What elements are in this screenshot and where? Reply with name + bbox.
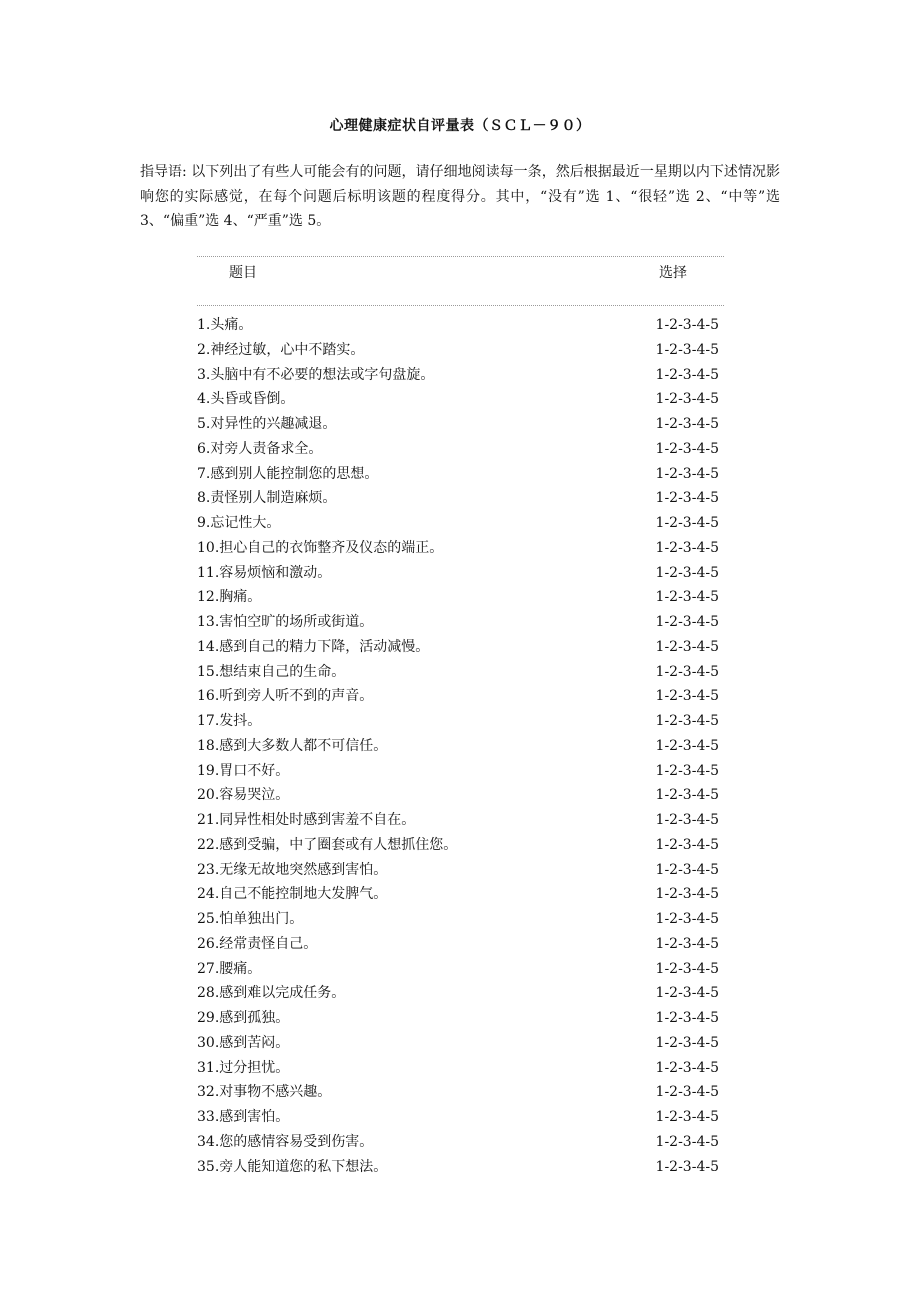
table-row xyxy=(197,387,723,412)
question-text: 35.旁人能知道您的私下想法。 xyxy=(197,1158,388,1175)
question-text: 19.胃口不好。 xyxy=(197,762,290,779)
question-text: 15.想结束自己的生命。 xyxy=(197,663,346,680)
question-text: 21.同异性相处时感到害羞不自在。 xyxy=(197,812,416,828)
question-text: 12.胸痛。 xyxy=(197,589,262,606)
document-title: 心理健康症状自评量表（ＳＣＬ－９０） xyxy=(329,118,591,134)
rating-scale: 1-2-3-4-5 xyxy=(655,762,719,779)
table-row xyxy=(197,338,723,363)
table-row xyxy=(197,1031,723,1056)
table-row xyxy=(197,833,723,858)
rating-scale: 1-2-3-4-5 xyxy=(655,886,719,903)
column-header-choice: 选择 xyxy=(659,265,687,281)
instructions-paragraph: 指导语: 以下列出了有些人可能会有的问题，请仔细地阅读每一条，然后根据最近一星期以内下述情况影响您的实际感觉，在每个问题后标明该题的程度得分。其中，“没有”选 1、“很轻”选 2、“中等”选 3、“偏重”选 4、“严重”选 5。 xyxy=(140,164,780,229)
rating-scale: 1-2-3-4-5 xyxy=(655,985,719,1002)
rating-scale: 1-2-3-4-5 xyxy=(655,1133,719,1150)
table-row xyxy=(197,660,723,685)
table-row xyxy=(197,635,723,660)
rating-scale: 1-2-3-4-5 xyxy=(655,589,719,606)
rating-scale: 1-2-3-4-5 xyxy=(655,787,719,804)
rating-scale: 1-2-3-4-5 xyxy=(655,1109,719,1125)
question-text: 27.腰痛。 xyxy=(197,960,262,977)
table-row xyxy=(197,363,723,388)
table-row xyxy=(197,462,723,487)
rating-scale: 1-2-3-4-5 xyxy=(655,490,719,507)
question-text: 24.自己不能控制地大发脾气。 xyxy=(197,886,388,903)
question-text: 31.过分担忧。 xyxy=(197,1059,290,1076)
rating-scale: 1-2-3-4-5 xyxy=(655,391,719,408)
rating-scale: 1-2-3-4-5 xyxy=(655,515,719,531)
rating-scale: 1-2-3-4-5 xyxy=(655,366,719,383)
table-row xyxy=(197,1130,723,1155)
question-text: 33.感到害怕。 xyxy=(197,1109,290,1125)
table-row xyxy=(197,1080,723,1105)
question-text: 16.听到旁人听不到的声音。 xyxy=(197,688,374,705)
table-row xyxy=(197,1056,723,1081)
question-text: 17.发抖。 xyxy=(197,713,262,729)
question-text: 7.感到别人能控制您的思想。 xyxy=(197,465,379,482)
question-text: 14.感到自己的精力下降，活动减慢。 xyxy=(197,638,430,655)
table-row xyxy=(197,561,723,586)
rating-scale: 1-2-3-4-5 xyxy=(655,713,719,729)
rating-scale: 1-2-3-4-5 xyxy=(655,539,719,556)
question-text: 18.感到大多数人都不可信任。 xyxy=(197,737,388,754)
table-row xyxy=(197,734,723,759)
table-row xyxy=(197,957,723,982)
rating-scale: 1-2-3-4-5 xyxy=(655,1010,719,1026)
table-row xyxy=(197,610,723,635)
question-text: 23.无缘无故地突然感到害怕。 xyxy=(197,861,388,878)
table-row xyxy=(197,783,723,808)
question-text: 26.经常责怪自己。 xyxy=(197,935,318,952)
table-row xyxy=(197,1155,723,1180)
table-row xyxy=(197,1006,723,1031)
rating-scale: 1-2-3-4-5 xyxy=(655,935,719,952)
table-row xyxy=(197,313,723,338)
question-text: 11.容易烦恼和激动。 xyxy=(197,564,332,581)
question-text: 32.对事物不感兴趣。 xyxy=(197,1084,332,1101)
question-text: 25.怕单独出门。 xyxy=(197,911,304,927)
rating-scale: 1-2-3-4-5 xyxy=(655,737,719,754)
question-text: 20.容易哭泣。 xyxy=(197,787,290,804)
question-text: 5.对异性的兴趣减退。 xyxy=(197,416,337,432)
rating-scale: 1-2-3-4-5 xyxy=(655,1158,719,1175)
rating-scale: 1-2-3-4-5 xyxy=(655,836,719,853)
rating-scale: 1-2-3-4-5 xyxy=(655,416,719,432)
table-row xyxy=(197,709,723,734)
question-text: 22.感到受骗，中了圈套或有人想抓住您。 xyxy=(197,836,458,853)
question-text: 30.感到苦闷。 xyxy=(197,1034,290,1051)
column-header-topic: 题目 xyxy=(229,265,257,281)
table-row xyxy=(197,759,723,784)
rating-scale: 1-2-3-4-5 xyxy=(655,614,719,630)
question-text: 10.担心自己的衣饰整齐及仪态的端正。 xyxy=(197,539,444,556)
table-row xyxy=(197,808,723,833)
table-row xyxy=(197,882,723,907)
rating-scale: 1-2-3-4-5 xyxy=(655,663,719,680)
table-row xyxy=(197,511,723,536)
table-row xyxy=(197,932,723,957)
table-row xyxy=(197,536,723,561)
question-text: 34.您的感情容易受到伤害。 xyxy=(197,1133,374,1150)
table-top-rule xyxy=(197,256,724,257)
rating-scale: 1-2-3-4-5 xyxy=(655,638,719,655)
table-row xyxy=(197,437,723,462)
question-text: 13.害怕空旷的场所或街道。 xyxy=(197,614,374,630)
rating-scale: 1-2-3-4-5 xyxy=(655,812,719,828)
rating-scale: 1-2-3-4-5 xyxy=(655,564,719,581)
table-row xyxy=(197,907,723,932)
question-list xyxy=(197,313,723,1179)
rating-scale: 1-2-3-4-5 xyxy=(655,960,719,977)
table-row xyxy=(197,858,723,883)
question-text: 6.对旁人责备求全。 xyxy=(197,440,323,457)
table-row xyxy=(197,412,723,437)
rating-scale: 1-2-3-4-5 xyxy=(655,861,719,878)
question-text: 29.感到孤独。 xyxy=(197,1010,290,1026)
rating-scale: 1-2-3-4-5 xyxy=(655,1034,719,1051)
question-text: 2.神经过敏，心中不踏实。 xyxy=(197,341,365,358)
rating-scale: 1-2-3-4-5 xyxy=(655,688,719,705)
question-text: 3.头脑中有不必要的想法或字句盘旋。 xyxy=(197,366,435,383)
rating-scale: 1-2-3-4-5 xyxy=(655,317,719,333)
question-text: 28.感到难以完成任务。 xyxy=(197,985,346,1002)
table-row xyxy=(197,486,723,511)
table-row xyxy=(197,981,723,1006)
rating-scale: 1-2-3-4-5 xyxy=(655,341,719,358)
table-row xyxy=(197,585,723,610)
rating-scale: 1-2-3-4-5 xyxy=(655,1059,719,1076)
question-text: 4.头昏或昏倒。 xyxy=(197,391,295,408)
rating-scale: 1-2-3-4-5 xyxy=(655,465,719,482)
question-text: 8.责怪别人制造麻烦。 xyxy=(197,490,337,507)
rating-scale: 1-2-3-4-5 xyxy=(655,1084,719,1101)
question-text: 9.忘记性大。 xyxy=(197,515,281,531)
rating-scale: 1-2-3-4-5 xyxy=(655,911,719,927)
question-text: 1.头痛。 xyxy=(197,317,253,333)
table-row xyxy=(197,1105,723,1130)
table-header-rule xyxy=(197,305,724,306)
rating-scale: 1-2-3-4-5 xyxy=(655,440,719,457)
table-row xyxy=(197,684,723,709)
